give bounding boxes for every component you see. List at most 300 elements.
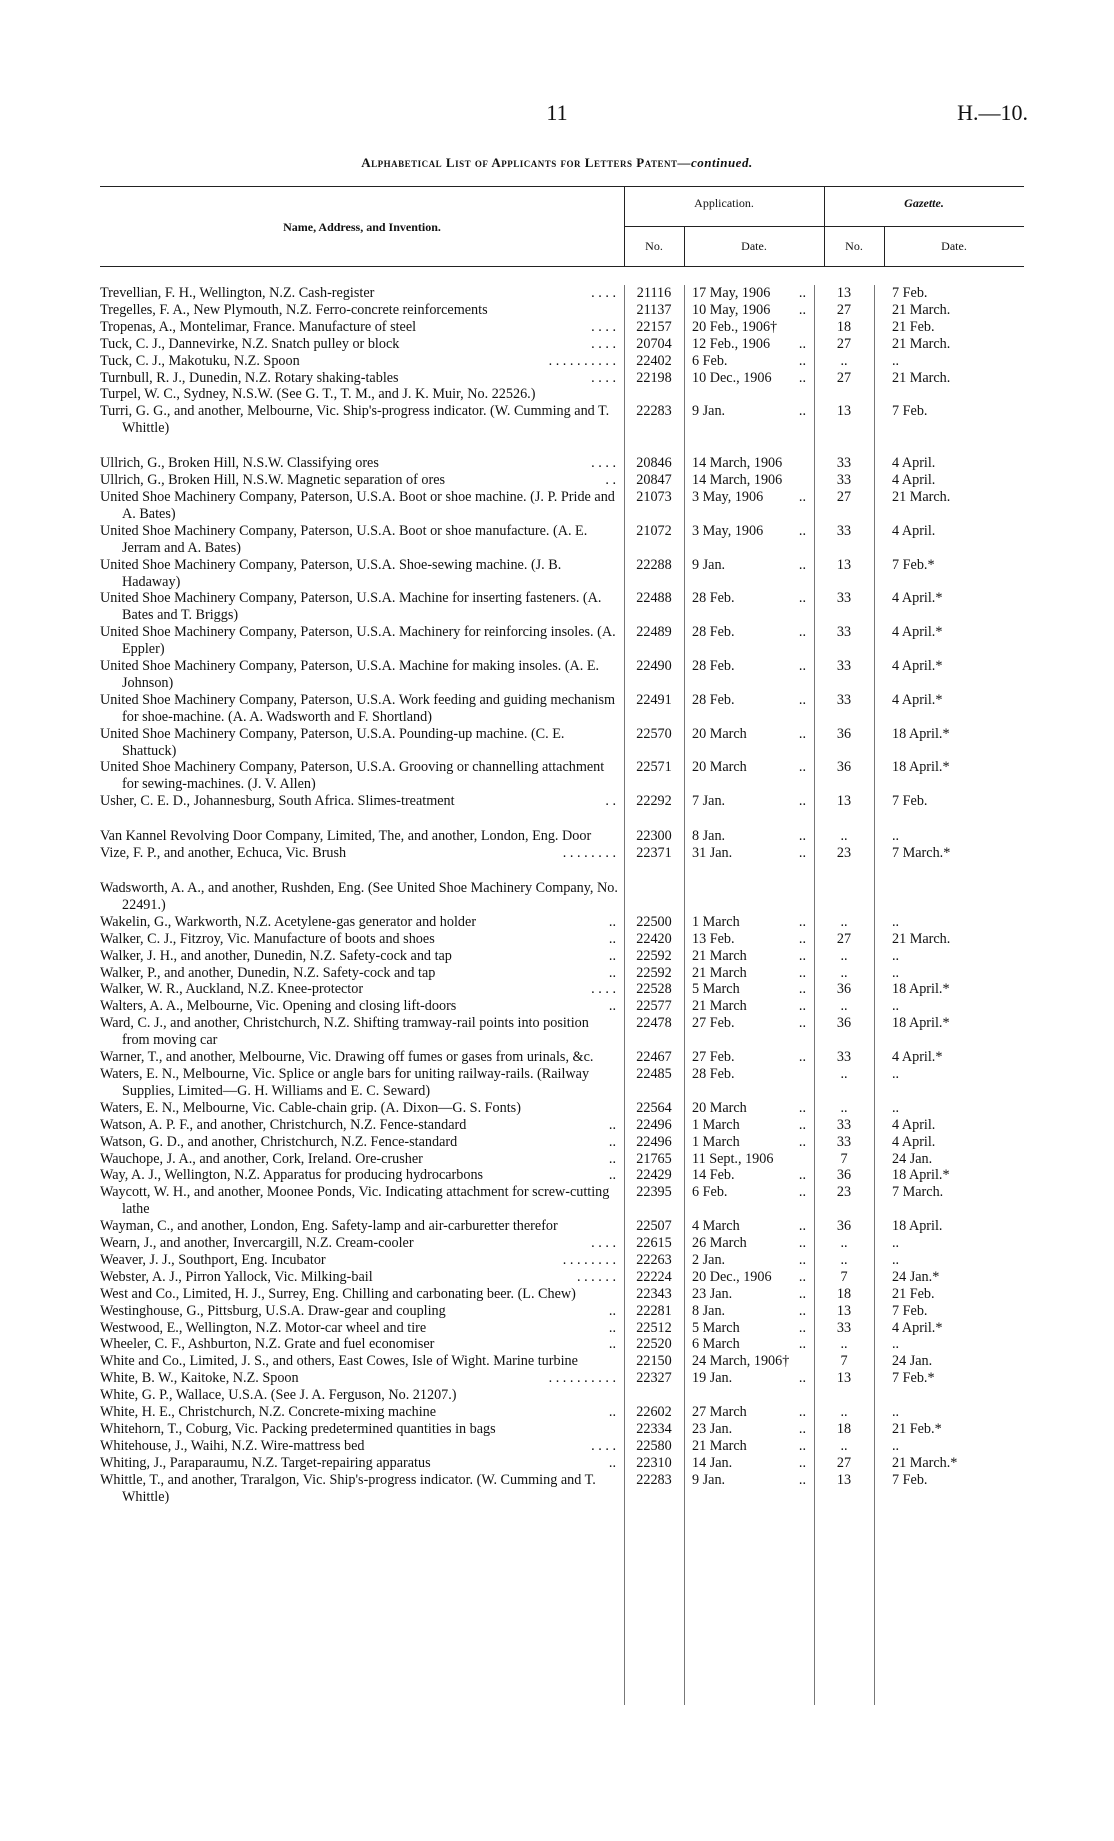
applicant-text: Wearn, J., and another, Invercargill, N.Z. Cream-cooler <box>100 1235 414 1252</box>
applicant-name-cell <box>100 1455 624 1472</box>
leader-dots: .. <box>798 964 806 981</box>
leader-dots: . . . . <box>591 1437 616 1454</box>
leader-dots: .. <box>798 1099 806 1116</box>
gazette-number: 36 <box>836 1015 852 1032</box>
table-row <box>100 1438 1024 1455</box>
application-date: 8 Jan. <box>692 1302 726 1319</box>
application-number: 22528 <box>636 981 672 998</box>
application-date: 14 Jan. <box>692 1454 733 1471</box>
leader-dots: .. <box>798 947 806 964</box>
gazette-number: 27 <box>836 369 852 386</box>
application-date: 21 March <box>692 947 747 964</box>
applicant-name-cell <box>100 880 624 914</box>
table-row <box>100 1286 1024 1303</box>
application-date: 14 March, 1906 <box>692 472 783 489</box>
gazette-date: 21 Feb. <box>892 1285 935 1302</box>
applicant-text: Watson, G. D., and another, Christchurch, N.Z. Fence-standard <box>100 1133 458 1150</box>
applicant-text: Tregelles, F. A., New Plymouth, N.Z. Ferro-concrete reinforcements <box>100 301 488 318</box>
gazette-date: .. <box>892 1404 900 1421</box>
application-date: 24 March, 1906† <box>692 1353 790 1370</box>
applicant-name-cell <box>100 726 624 760</box>
table-row <box>100 386 1024 403</box>
applicant-name-cell <box>100 1151 624 1168</box>
applicant-name-cell <box>100 1235 624 1252</box>
leader-dots: .. <box>798 1454 806 1471</box>
gazette-number: .. <box>840 352 848 369</box>
leader-dots: .. <box>798 1285 806 1302</box>
table-row <box>100 1353 1024 1370</box>
column-rule <box>624 285 625 1705</box>
leader-dots: .. <box>798 930 806 947</box>
application-number: 22150 <box>636 1353 672 1370</box>
gazette-date: 18 April.* <box>892 1167 950 1184</box>
leader-dots: .. <box>798 285 806 301</box>
applicant-text: Whitehouse, J., Waihi, N.Z. Wire-mattress bed <box>100 1437 365 1454</box>
gazette-number: 13 <box>836 556 852 573</box>
table-row <box>100 1252 1024 1269</box>
column-rule <box>874 285 875 1705</box>
application-date-cell <box>684 880 814 914</box>
applicant-name-cell <box>100 370 624 387</box>
applicant-text: United Shoe Machinery Company, Paterson, U.S.A. Boot or shoe manufacture. (A. E. Jerram and A. Bates) <box>100 522 588 556</box>
applicant-name-cell <box>100 1066 624 1100</box>
applicant-name-cell <box>100 624 624 658</box>
application-date: 20 March <box>692 725 747 742</box>
application-date: 28 Feb. <box>692 624 735 641</box>
applicant-text: West and Co., Limited, H. J., Surrey, Eng. Chilling and carbonating beer. (L. Chew) <box>100 1285 576 1302</box>
table-row <box>100 1184 1024 1218</box>
leader-dots: .. <box>798 1471 806 1488</box>
application-date: 12 Feb., 1906 <box>692 335 771 352</box>
leader-dots: .. <box>798 913 806 930</box>
application-date: 19 Jan. <box>692 1370 733 1387</box>
leader-dots: .. <box>798 691 806 708</box>
application-date-cell <box>684 1472 814 1506</box>
application-date: 8 Jan. <box>692 828 726 845</box>
gazette-date: 21 March. <box>892 301 951 318</box>
leader-dots: .. <box>798 1015 806 1032</box>
application-number: 22371 <box>636 845 672 862</box>
gazette-number: .. <box>840 1437 848 1454</box>
applicant-text: Whittle, T., and another, Traralgon, Vic. Ship's-progress indicator. (W. Cumming and T. Whittle) <box>100 1471 596 1505</box>
table-row <box>100 658 1024 692</box>
gazette-date: 21 Feb.* <box>892 1421 942 1437</box>
table-row <box>100 1167 1024 1184</box>
leader-dots: .. <box>798 1116 806 1133</box>
application-date: 10 Dec., 1906 <box>692 369 772 386</box>
application-date: 20 Feb., 1906† <box>692 318 778 335</box>
applicant-text: United Shoe Machinery Company, Paterson, U.S.A. Machinery for reinforcing insoles. (A. Eppler) <box>100 624 616 658</box>
leader-dots: .. <box>798 488 806 505</box>
applicant-name-cell <box>100 828 624 845</box>
gazette-number: 33 <box>836 1049 852 1066</box>
gazette-date: 7 Feb. <box>892 285 928 301</box>
application-number: 22402 <box>636 352 672 369</box>
gazette-date: 18 April.* <box>892 981 950 998</box>
applicant-name-cell <box>100 1336 624 1353</box>
application-date: 2 Jan. <box>692 1251 726 1268</box>
applicant-name-cell <box>100 1404 624 1421</box>
application-number: 22157 <box>636 318 672 335</box>
applicant-text: Ullrich, G., Broken Hill, N.S.W. Magnetic separation of ores <box>100 472 446 489</box>
application-date-cell <box>684 590 814 624</box>
leader-dots: . . . . . . <box>576 1268 616 1285</box>
application-number: 22485 <box>636 1065 672 1082</box>
application-date-cell <box>684 285 814 302</box>
application-date: 5 March <box>692 1319 740 1336</box>
application-date-cell <box>684 386 814 403</box>
table-row <box>100 370 1024 387</box>
leader-dots: .. <box>608 1116 616 1133</box>
gazette-date: 21 March. <box>892 930 951 947</box>
applicant-name-cell <box>100 998 624 1015</box>
applicant-name-cell <box>100 353 624 370</box>
applicant-name-cell <box>100 1472 624 1506</box>
leader-dots: .. <box>798 1235 806 1252</box>
application-date: 20 March <box>692 1099 747 1116</box>
gazette-number: .. <box>840 964 848 981</box>
gazette-date: 21 Feb. <box>892 318 935 335</box>
applicant-name-cell <box>100 658 624 692</box>
column-header-application: Application. <box>694 196 754 210</box>
leader-dots: .. <box>798 1336 806 1353</box>
gazette-date: .. <box>892 1437 900 1454</box>
table-row <box>100 965 1024 982</box>
table-row <box>100 1404 1024 1421</box>
applicant-text: Turri, G. G., and another, Melbourne, Vic. Ship's-progress indicator. (W. Cumming and T. Whittle) <box>100 403 610 437</box>
gazette-date: 4 April.* <box>892 691 943 708</box>
gazette-date: 18 April.* <box>892 759 950 776</box>
application-number: 22467 <box>636 1049 672 1066</box>
leader-dots: .. <box>798 1218 806 1235</box>
gazette-date: .. <box>892 828 900 845</box>
table-row <box>100 1303 1024 1320</box>
table-row <box>100 1235 1024 1252</box>
application-date-cell <box>684 455 814 472</box>
application-date: 13 Feb. <box>692 930 735 947</box>
column-rule <box>814 285 815 1705</box>
application-number: 22283 <box>636 403 672 420</box>
leader-dots: . . . . <box>591 335 616 352</box>
gazette-number: 33 <box>836 624 852 641</box>
application-date-cell <box>684 931 814 948</box>
gazette-date: 7 Feb.* <box>892 556 935 573</box>
application-date-cell <box>684 1353 814 1370</box>
table-row <box>100 914 1024 931</box>
gazette-number: 27 <box>836 1454 852 1471</box>
applicant-text: Trevellian, F. H., Wellington, N.Z. Cash-register <box>100 285 375 301</box>
application-number: 22334 <box>636 1421 672 1437</box>
leader-dots: .. <box>798 793 806 810</box>
application-number: 22500 <box>636 913 672 930</box>
application-date-cell <box>684 1117 814 1134</box>
applicant-name-cell <box>100 845 624 862</box>
applicant-name-cell <box>100 1117 624 1134</box>
gazette-number: 36 <box>836 1218 852 1235</box>
application-date: 28 Feb. <box>692 1065 735 1082</box>
applicant-text: White, G. P., Wallace, U.S.A. (See J. A. Ferguson, No. 21207.) <box>100 1387 457 1404</box>
leader-dots: .. <box>798 658 806 675</box>
application-date-cell <box>684 658 814 692</box>
leader-dots: .. <box>608 964 616 981</box>
applicant-name-cell <box>100 285 624 302</box>
table-row <box>100 931 1024 948</box>
table-row <box>100 319 1024 336</box>
application-date: 14 Feb. <box>692 1167 735 1184</box>
gazette-number: 13 <box>836 793 852 810</box>
application-date: 11 Sept., 1906 <box>692 1150 774 1167</box>
application-date-cell <box>684 1269 814 1286</box>
applicant-name-cell <box>100 914 624 931</box>
application-number: 22300 <box>636 828 672 845</box>
application-date: 17 May, 1906 <box>692 285 771 301</box>
application-number: 22420 <box>636 930 672 947</box>
gazette-number: 33 <box>836 1319 852 1336</box>
applicant-text: Walters, A. A., Melbourne, Vic. Opening and closing lift-doors <box>100 998 457 1015</box>
gazette-date: 7 Feb. <box>892 1302 928 1319</box>
leader-dots: . . . . <box>591 285 616 301</box>
applicant-name-cell <box>100 489 624 523</box>
application-number: 22292 <box>636 793 672 810</box>
applicant-name-cell <box>100 1438 624 1455</box>
gazette-number: .. <box>840 913 848 930</box>
applicant-text: Wadsworth, A. A., and another, Rushden, Eng. (See United Shoe Machinery Company, No. 22491.) <box>100 880 618 913</box>
table-row <box>100 336 1024 353</box>
application-date: 23 Jan. <box>692 1421 733 1437</box>
leader-dots: . . . . . . . . . . <box>548 1370 616 1387</box>
applicant-name-cell <box>100 1218 624 1235</box>
application-date: 3 May, 1906 <box>692 522 764 539</box>
page-title <box>0 155 1114 171</box>
applicant-text: United Shoe Machinery Company, Paterson, U.S.A. Work feeding and guiding mechanism for shoe-machine. (A. A. Wadsworth and F. Shortland) <box>100 691 616 725</box>
applicant-text: Whitehorn, T., Coburg, Vic. Packing predetermined quantities in bags <box>100 1421 496 1437</box>
gazette-date <box>874 1387 1024 1404</box>
gazette-date: 24 Jan. <box>892 1353 933 1370</box>
column-header-name: Name, Address, and Invention. <box>283 220 441 234</box>
leader-dots: . . . . <box>591 1235 616 1252</box>
applicant-name-cell <box>100 759 624 793</box>
gazette-date: 4 April. <box>892 455 936 472</box>
applicant-text: Wayman, C., and another, London, Eng. Safety-lamp and air-carburetter therefor <box>100 1218 558 1235</box>
applicant-name-cell <box>100 319 624 336</box>
table-row <box>100 1066 1024 1100</box>
gazette-number <box>814 386 874 403</box>
leader-dots: .. <box>798 556 806 573</box>
leader-dots: .. <box>798 1268 806 1285</box>
applicant-name-cell <box>100 1269 624 1286</box>
leader-dots: .. <box>798 981 806 998</box>
gazette-number: .. <box>840 1251 848 1268</box>
page-number: 11 <box>546 100 568 125</box>
applicant-text: Walker, J. H., and another, Dunedin, N.Z. Safety-cock and tap <box>100 947 452 964</box>
gazette-number <box>814 1387 874 1404</box>
gazette-number: 13 <box>836 1471 852 1488</box>
table-header <box>100 186 1024 268</box>
application-number: 22592 <box>636 947 672 964</box>
gazette-number: 33 <box>836 1116 852 1133</box>
application-date-cell <box>684 1336 814 1353</box>
table-row <box>100 353 1024 370</box>
table-row <box>100 302 1024 319</box>
gazette-date: 7 Feb. <box>892 793 928 810</box>
table-row <box>100 1421 1024 1438</box>
applicant-text: Waters, E. N., Melbourne, Vic. Cable-chain grip. (A. Dixon—G. S. Fonts) <box>100 1099 521 1116</box>
leader-dots: . . . . <box>591 369 616 386</box>
leader-dots: .. <box>798 1370 806 1387</box>
table-body <box>100 285 1024 1506</box>
table-row <box>100 489 1024 523</box>
applicant-text: Watson, A. P. F., and another, Christchurch, N.Z. Fence-standard <box>100 1116 467 1133</box>
gazette-date: 21 March. <box>892 488 951 505</box>
applicant-name-cell <box>100 590 624 624</box>
table-row <box>100 726 1024 760</box>
applicant-text: Walker, C. J., Fitzroy, Vic. Manufacture of boots and shoes <box>100 930 435 947</box>
application-number: 22577 <box>636 998 672 1015</box>
application-date-cell <box>684 1134 814 1151</box>
leader-dots: .. <box>608 930 616 947</box>
applicant-name-cell <box>100 1320 624 1337</box>
application-number: 22570 <box>636 725 672 742</box>
application-number: 20704 <box>636 335 672 352</box>
leader-dots: .. <box>608 1319 616 1336</box>
applicant-text: Turpel, W. C., Sydney, N.S.W. (See G. T., T. M., and J. K. Muir, No. 22526.) <box>100 386 536 403</box>
application-date: 6 Feb. <box>692 1184 728 1201</box>
leader-dots: .. <box>798 1133 806 1150</box>
applicant-text: Tuck, C. J., Dannevirke, N.Z. Snatch pulley or block <box>100 335 400 352</box>
application-date: 9 Jan. <box>692 403 726 420</box>
application-date-cell <box>684 1421 814 1438</box>
application-date: 21 March <box>692 964 747 981</box>
gazette-date: 18 April.* <box>892 725 950 742</box>
application-number: 22489 <box>636 624 672 641</box>
application-date: 6 Feb. <box>692 352 728 369</box>
gazette-number: 36 <box>836 1167 852 1184</box>
applicant-text: United Shoe Machinery Company, Paterson, U.S.A. Boot or shoe machine. (J. P. Pride and A. Bates) <box>100 488 615 522</box>
application-number: 20846 <box>636 455 672 472</box>
leader-dots: .. <box>798 1302 806 1319</box>
applicant-name-cell <box>100 931 624 948</box>
application-date-cell <box>684 370 814 387</box>
gazette-number: 33 <box>836 472 852 489</box>
application-date-cell <box>684 353 814 370</box>
leader-dots: .. <box>798 403 806 420</box>
table-row <box>100 793 1024 810</box>
leader-dots: .. <box>798 1167 806 1184</box>
application-date: 21 March <box>692 998 747 1015</box>
application-date: 1 March <box>692 1116 740 1133</box>
application-number: 22592 <box>636 964 672 981</box>
gazette-date: 4 April. <box>892 1116 936 1133</box>
applicant-name-cell <box>100 1015 624 1049</box>
gazette-number: 7 <box>840 1353 848 1370</box>
applicant-text: Wakelin, G., Warkworth, N.Z. Acetylene-gas generator and holder <box>100 913 477 930</box>
title-continued: —continued. <box>677 155 753 170</box>
gazette-date: 4 April. <box>892 472 936 489</box>
table-row <box>100 1015 1024 1049</box>
applicant-name-cell <box>100 948 624 965</box>
gazette-number: 33 <box>836 658 852 675</box>
application-date: 10 May, 1906 <box>692 301 771 318</box>
applicant-text: Whiting, J., Paraparaumu, N.Z. Target-repairing apparatus <box>100 1454 431 1471</box>
application-number: 22520 <box>636 1336 672 1353</box>
leader-dots: .. <box>798 301 806 318</box>
applicant-name-cell <box>100 1387 624 1404</box>
table-row <box>100 1117 1024 1134</box>
application-date: 26 March <box>692 1235 747 1252</box>
application-number: 22343 <box>636 1285 672 1302</box>
application-date-cell <box>684 981 814 998</box>
applicant-text: Tropenas, A., Montelimar, France. Manufacture of steel <box>100 318 417 335</box>
gazette-number: 7 <box>840 1268 848 1285</box>
leader-dots: .. <box>798 1437 806 1454</box>
section-gap <box>100 862 1024 880</box>
applicant-name-cell <box>100 472 624 489</box>
application-date-cell <box>684 1151 814 1168</box>
leader-dots: .. <box>798 624 806 641</box>
leader-dots: .. <box>608 1167 616 1184</box>
applicant-name-cell <box>100 455 624 472</box>
application-date-cell <box>684 1387 814 1404</box>
gazette-date <box>874 386 1024 403</box>
application-number: 22429 <box>636 1167 672 1184</box>
applicant-name-cell <box>100 981 624 998</box>
gazette-date: .. <box>892 1251 900 1268</box>
application-number: 22491 <box>636 691 672 708</box>
column-header-gazette: Gazette. <box>904 196 944 210</box>
application-number: 21073 <box>636 488 672 505</box>
application-number: 22564 <box>636 1099 672 1116</box>
gazette-date: .. <box>892 352 900 369</box>
leader-dots: .. <box>608 913 616 930</box>
gazette-date: 21 March. <box>892 335 951 352</box>
application-date-cell <box>684 1015 814 1049</box>
application-date-cell <box>684 523 814 557</box>
application-date-cell <box>684 1455 814 1472</box>
gazette-number: 18 <box>836 1421 852 1437</box>
application-date-cell <box>684 726 814 760</box>
application-date: 23 Jan. <box>692 1285 733 1302</box>
column-header-gaz-date: Date. <box>941 239 967 253</box>
gazette-number: .. <box>840 828 848 845</box>
table-row <box>100 998 1024 1015</box>
application-date: 27 Feb. <box>692 1015 735 1032</box>
applicant-name-cell <box>100 1167 624 1184</box>
table-row <box>100 1134 1024 1151</box>
gazette-date <box>874 880 1024 914</box>
application-number: 21072 <box>636 522 672 539</box>
application-date-cell <box>684 759 814 793</box>
application-number: 22602 <box>636 1404 672 1421</box>
application-number: 22580 <box>636 1437 672 1454</box>
application-number: 21137 <box>636 301 672 318</box>
applicant-text: Westwood, E., Wellington, N.Z. Motor-car wheel and tire <box>100 1319 427 1336</box>
leader-dots: . . . . <box>591 981 616 998</box>
gazette-number: 23 <box>836 1184 852 1201</box>
gazette-date: .. <box>892 947 900 964</box>
gazette-number: 36 <box>836 725 852 742</box>
applicant-text: White and Co., Limited, J. S., and others, East Cowes, Isle of Wight. Marine turbine <box>100 1353 578 1370</box>
section-gap <box>100 810 1024 828</box>
leader-dots: .. <box>608 1404 616 1421</box>
leader-dots: .. <box>798 845 806 862</box>
applicant-name-cell <box>100 793 624 810</box>
applicant-text: United Shoe Machinery Company, Paterson, U.S.A. Grooving or channelling attachment for sewing-machines. (J. V. Allen) <box>100 759 605 793</box>
application-date-cell <box>684 1438 814 1455</box>
leader-dots: .. <box>798 759 806 776</box>
application-number: 22478 <box>636 1015 672 1032</box>
table-row <box>100 624 1024 658</box>
table-row <box>100 455 1024 472</box>
